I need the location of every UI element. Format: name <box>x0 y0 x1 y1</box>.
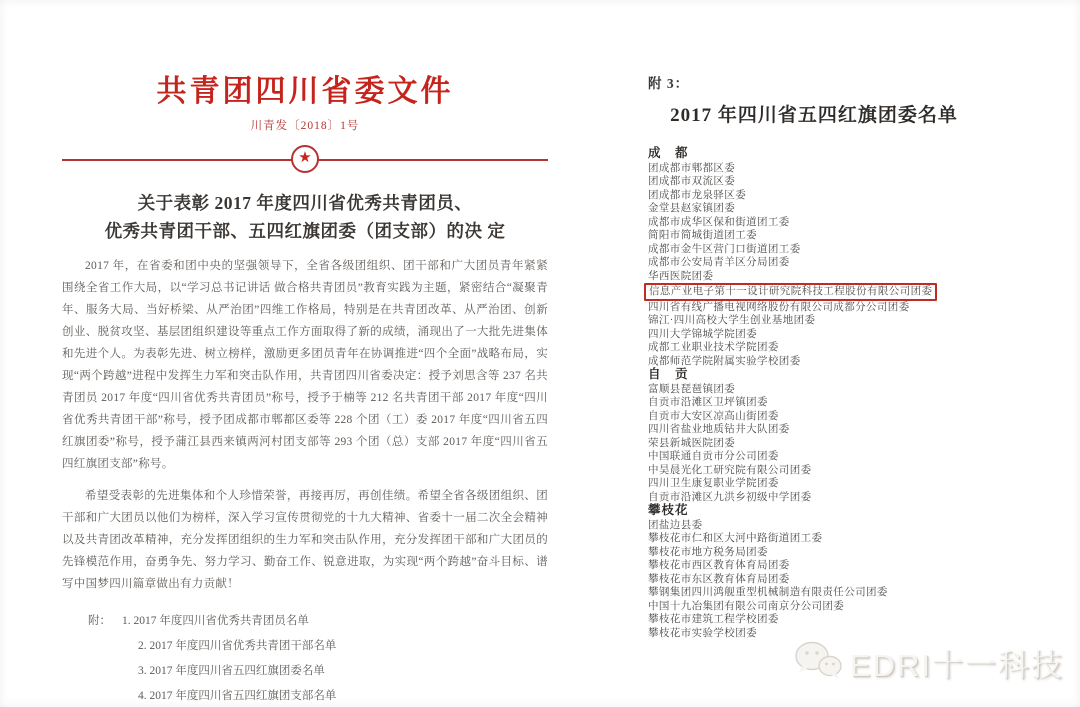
list-item: 自贡市沿滩区九洪乡初级中学团委 <box>648 491 812 503</box>
list-item: 成都市金牛区营门口街道团工委 <box>648 243 801 255</box>
list-item: 攀枝花市地方税务局团委 <box>648 546 768 558</box>
list-item: 荣县新城医院团委 <box>648 437 736 449</box>
section-header-panzhihua: 攀枝花 <box>648 503 689 517</box>
document-title-line1: 关于表彰 2017 年度四川省优秀共青团员、 <box>137 193 473 213</box>
list-item: 四川卫生康复职业学院团委 <box>648 478 779 489</box>
attachment-item: 2. 2017 年度四川省优秀共青团干部名单 <box>138 640 337 652</box>
list-item: 信息产业电子第十一设计研究院科技工程股份有限公司团委 <box>644 283 937 301</box>
list-item: 简阳市简城街道团工委 <box>648 230 757 241</box>
list-item: 攀枝花市仁和区大河中路街道团工委 <box>648 533 823 544</box>
section-panzhihua <box>648 504 980 640</box>
list-item: 团成都市郫都区委 <box>648 162 736 174</box>
right-annex-page <box>648 72 980 640</box>
watermark-text: EDRI十一科技 <box>849 648 1064 683</box>
watermark <box>792 638 1064 687</box>
list-item: 成都师范学院附属实验学校团委 <box>648 355 801 367</box>
list-item: 锦江·四川高校大学生创业基地团委 <box>648 315 816 326</box>
list-item: 攀枝花市建筑工程学校团委 <box>648 614 779 625</box>
section-zigong <box>648 368 980 504</box>
list-item: 成都市公安局青羊区分局团委 <box>648 257 790 268</box>
star-icon: ★ <box>298 150 312 166</box>
section-items-panzhihua <box>648 519 980 641</box>
attachment-item: 1. 2017 年度四川省优秀共青团员名单 <box>122 615 309 627</box>
section-items-zigong <box>648 383 980 505</box>
list-item: 团成都市龙泉驿区委 <box>648 189 747 201</box>
list-item: 团盐边县委 <box>648 519 703 531</box>
list-item: 攀枝花市西区教育体育局团委 <box>648 560 790 571</box>
list-item: 成都工业职业技术学院团委 <box>648 342 779 353</box>
list-item: 中国联通自贡市分公司团委 <box>648 451 779 462</box>
list-item: 四川大学锦城学院团委 <box>648 328 757 340</box>
list-item: 自贡市沿滩区卫坪镇团委 <box>648 397 768 408</box>
list-item: 金堂县赵家镇团委 <box>648 203 736 214</box>
document-masthead: 共青团四川省委文件 <box>156 75 454 108</box>
section-header-zigong: 自 贡 <box>648 367 689 381</box>
document-title-line2: 优秀共青团干部、五四红旗团委（团支部）的决 定 <box>104 221 506 241</box>
document-title <box>62 189 548 245</box>
list-item: 攀钢集团四川鸿舰重型机械制造有限责任公司团委 <box>648 587 888 598</box>
list-item: 攀枝花市东区教育体育局团委 <box>648 573 790 585</box>
body-paragraph-2: 希望受表彰的先进集体和个人珍惜荣誉，再接再厉，再创佳绩。希望全省各级团组织、团干部和广大团员以他们为榜样，深入学习宣传贯彻党的十九大精神、省委十一届二次全会精神以及共青团改革精神，充分发挥团组织的生力军和突击队作用，充分发挥团干部和广大团员的先锋模范作用，奋勇争先、努力学习、勤奋工作、锐意进取，为实现“两个跨越”奋斗目标、谱写中国梦四川篇章做出有力贡献！ <box>62 490 548 590</box>
wechat-logo-icon <box>792 638 844 687</box>
attachments-label: 附： <box>88 615 111 627</box>
document-number: 川青发〔2018〕1号 <box>250 120 360 132</box>
attachment-item: 4. 2017 年度四川省五四红旗团支部名单 <box>138 690 337 702</box>
section-chengdu <box>648 147 980 368</box>
list-item: 自贡市大安区凉高山街团委 <box>648 410 779 422</box>
body-paragraph-1: 2017 年，在省委和团中央的坚强领导下，全省各级团组织、团干部和广大团员青年紧紧围绕全省工作大局，以“学习总书记讲话 做合格共青团员”教育实践为主题，紧密结合“凝聚青年、服务大局、当好桥梁、从严治团”四维工作格局，特别是在共青团改革、从严治团、创新创业、脱贫攻坚、基层团组织建设等重点工作方面取得了新的成绩，涌现出了一大批先进集体和先进个人。为表彰先进、树立榜样，激励更多团员青年在协调推进“四个全面”战略布局，实现“两个跨越”进程中发挥生力军和突击队作用，共青团四川省委决定：授予刘思含等 237 名共青团员 2017 年度“四川省优秀共青团员”称号，授予于楠等 212 名共青团干部 2017 年度“四川省优秀共青团干部”称号，授予团成都市郫都区委等 228 个团（工）委 2017 年度“四川省五四红旗团委”称号，授予蒲江县西来镇两河村团支部等 293 个团（总）支部 2017 年度“四川省五四红旗团支部”称号。 <box>62 260 548 470</box>
section-items-chengdu <box>648 162 980 369</box>
attachment-item: 3. 2017 年度四川省五四红旗团委名单 <box>138 665 325 677</box>
list-item: 中昊晨光化工研究院有限公司团委 <box>648 464 812 476</box>
list-item: 四川省有线广播电视网络股份有限公司成都分公司团委 <box>648 301 910 313</box>
attachments-block <box>62 609 548 707</box>
list-item: 四川省盐业地质钻井大队团委 <box>648 424 790 435</box>
attachments-list <box>122 609 548 707</box>
red-flag-committee-list <box>648 147 980 640</box>
left-document-page <box>62 66 548 707</box>
list-item: 中国十九冶集团有限公司南京分公司团委 <box>648 600 845 612</box>
list-item: 攀枝花市实验学校团委 <box>648 627 757 639</box>
section-header-chengdu: 成 都 <box>648 146 689 160</box>
list-item: 成都市成华区保和街道团工委 <box>648 216 790 228</box>
annex-label: 附 3： <box>648 76 690 91</box>
list-item: 团成都市双流区委 <box>648 176 736 187</box>
list-item: 富顺县琵琶镇团委 <box>648 383 736 395</box>
star-circle <box>291 145 319 173</box>
red-star-divider <box>62 145 548 173</box>
list-item: 华西医院团委 <box>648 270 714 282</box>
annex-title: 2017 年四川省五四红旗团委名单 <box>670 105 958 126</box>
